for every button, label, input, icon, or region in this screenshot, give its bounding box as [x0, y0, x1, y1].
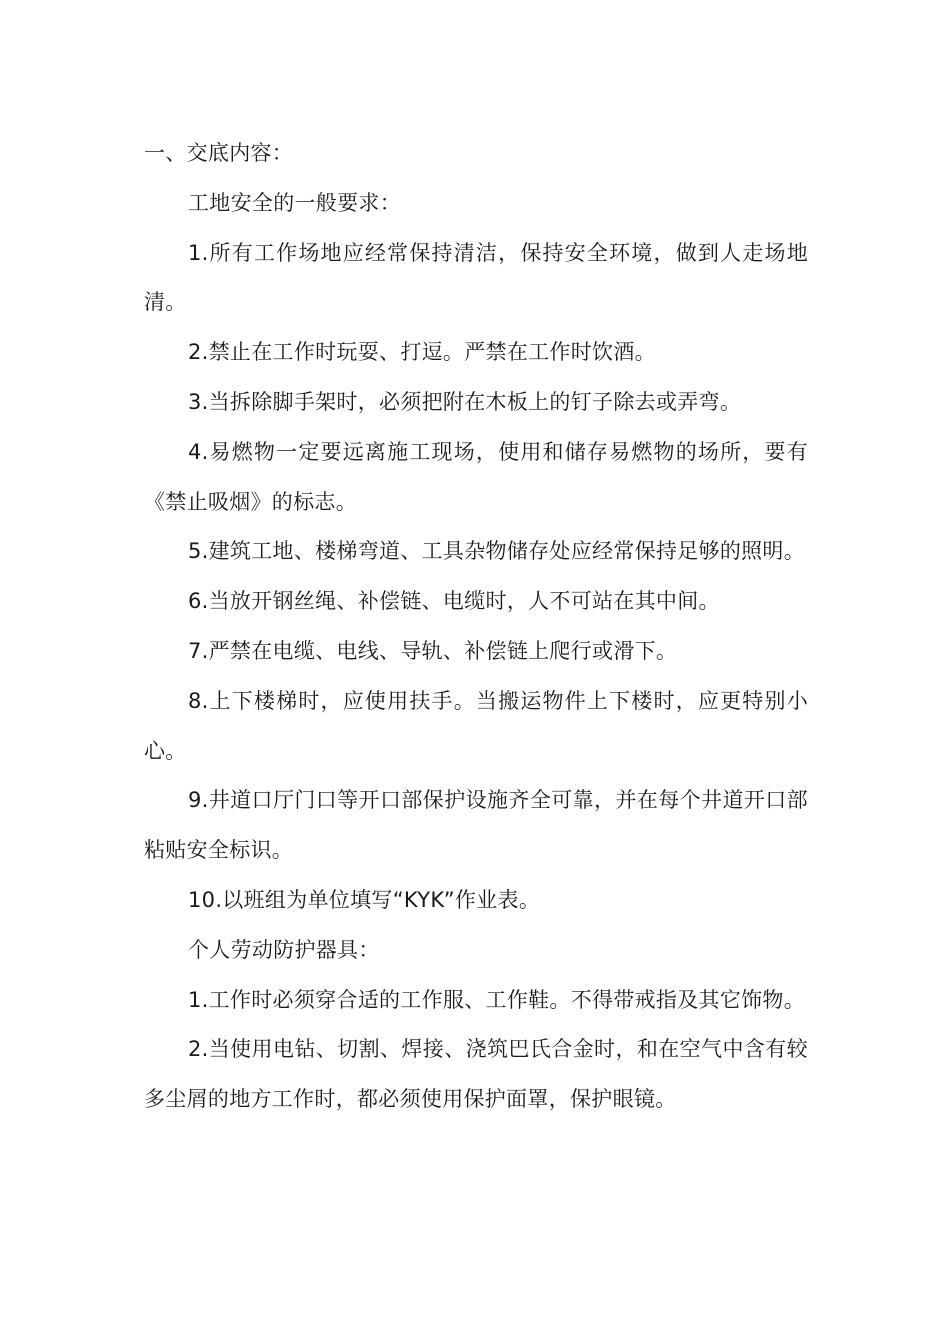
general-item-5: 5.建筑工地、楼梯弯道、工具杂物储存处应经常保持足够的照明。 [188, 539, 806, 564]
general-item-10: 10.以班组为单位填写“KYK”作业表。 [188, 887, 541, 912]
section-heading: 一、交底内容： [144, 141, 294, 165]
general-item-4: 4.易燃物一定要远离施工现场，使用和储存易燃物的场所，要有《禁止吸烟》的标志。 [144, 439, 808, 514]
general-item-2: 2.禁止在工作时玩耍、打逗。严禁在工作时饮酒。 [188, 340, 656, 365]
document-body [144, 129, 808, 1125]
general-requirements-title: 工地安全的一般要求： [188, 190, 401, 215]
general-item-6: 6.当放开钢丝绳、补偿链、电缆时，人不可站在其中间。 [188, 589, 720, 614]
general-item-9: 9.井道口厅门口等开口部保护设施齐全可靠，并在每个井道开口部粘贴安全标识。 [144, 788, 808, 863]
ppe-title: 个人劳动防护器具： [188, 937, 380, 962]
ppe-item-2: 2.当使用电钻、切割、焊接、浇筑巴氏合金时，和在空气中含有较多尘屑的地方工作时，都必须使用保护面罩，保护眼镜。 [144, 1037, 808, 1112]
ppe-item-1: 1.工作时必须穿合适的工作服、工作鞋。不得带戒指及其它饰物。 [188, 987, 806, 1012]
general-item-3: 3.当拆除脚手架时，必须把附在木板上的钉子除去或弄弯。 [188, 389, 742, 414]
general-item-8: 8.上下楼梯时，应使用扶手。当搬运物件上下楼时，应更特别小心。 [144, 688, 808, 763]
general-item-7: 7.严禁在电缆、电线、导轨、补偿链上爬行或滑下。 [188, 638, 678, 663]
general-item-1: 1.所有工作场地应经常保持清洁，保持安全环境，做到人走场地清。 [144, 240, 808, 315]
